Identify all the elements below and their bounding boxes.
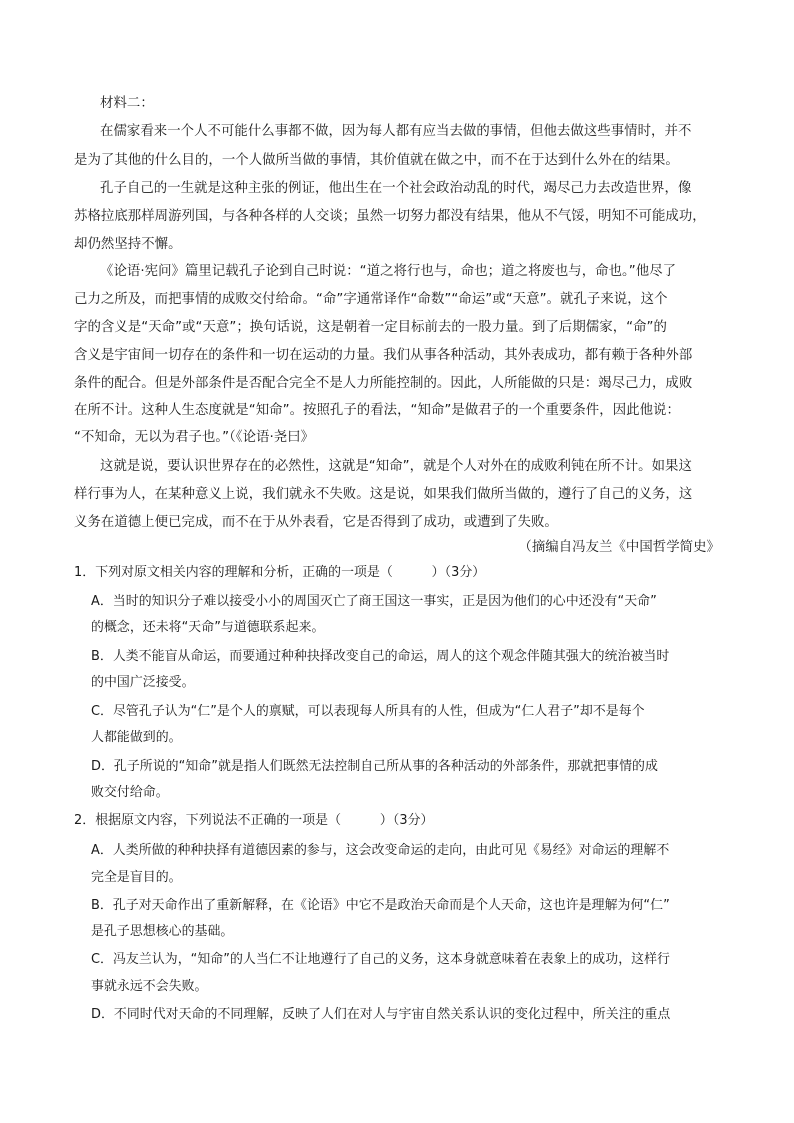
passage-line: 样行事为人，在某种意义上说，我们就永不失败。这是说，如果我们做所当做的，遵行了自己的义务，这 (74, 487, 693, 502)
option-c: C．尽管孔子认为“仁”是个人的禀赋，可以表现每人所具有的人性，但成为“仁人君子”却不是每个 (91, 704, 645, 719)
option-b: B．孔子对天命作出了重新解释，在《论语》中它不是政治天命而是个人天命，这也许是理解为何“仁” (91, 898, 670, 913)
option-a: A．人类所做的种种抉择有道德因素的参与，这会改变命运的走向，由此可见《易经》对命运的理解不 (91, 843, 670, 858)
passage-line: 这就是说，要认识世界存在的必然性，这就是“知命”，就是个人对外在的成败利钝在所不计。如果这 (100, 459, 692, 474)
passage-line: 在所不计。这种人生态度就是“知命”。按照孔子的看法，“知命”是做君子的一个重要条件，因此他说： (74, 403, 680, 418)
option-a-cont: 完全是盲目的。 (91, 870, 182, 885)
option-b-cont: 的中国广泛接受。 (91, 675, 195, 690)
passage-line: 含义是宇宙间一切存在的条件和一切在运动的力量。我们从事各种活动，其外表成功，都有赖于各种外部 (74, 348, 693, 363)
option-a-cont: 的概念，还未将“天命”与道德联系起来。 (91, 620, 325, 635)
passage-line: 却仍然坚持不懈。 (74, 237, 182, 252)
option-b: B．人类不能盲从命运，而要通过种种抉择改变自己的命运，周人的这个观念伴随其强大的统治被当时 (91, 649, 670, 664)
material-heading: 材料二： (100, 96, 154, 111)
passage-line: 苏格拉底那样周游列国，与各种各样的人交谈；虽然一切努力都没有结果，他从不气馁，明知不可能成功， (74, 209, 706, 224)
passage-line: 孔子自己的一生就是这种主张的例证，他出生在一个社会政治动乱的时代，竭尽己力去改造世界，像 (100, 181, 692, 196)
option-c-cont: 人都能做到的。 (91, 730, 182, 745)
question-stem: 2．根据原文内容，下列说法不正确的一项是（ ）（3分） (74, 813, 434, 828)
option-c-cont: 事就永远不会失败。 (91, 979, 208, 994)
option-a: A．当时的知识分子难以接受小小的周国灭亡了商王国这一事实，正是因为他们的心中还没有“天命” (91, 594, 657, 609)
passage-line: 己力之所及，而把事情的成败交付给命。“命”字通常译作“命数”“命运”或“天意”。就孔子来说，这个 (74, 292, 668, 307)
passage-line: 是为了其他的什么目的，一个人做所当做的事情，其价值就在做之中，而不在于达到什么外在的结果。 (74, 153, 679, 168)
passage-line: 在儒家看来一个人不可能什么事都不做，因为每人都有应当去做的事情，但他去做这些事情时，并不 (100, 124, 692, 139)
question-stem: 1．下列对原文相关内容的理解和分析，正确的一项是（ ）（3分） (74, 565, 486, 580)
option-d: D．孔子所说的“知命”就是指人们既然无法控制自己所从事的各种活动的外部条件，那就把事情的成 (91, 759, 658, 774)
passage-line: 字的含义是“天命”或“天意”；换句话说，这是朝着一定目标前去的一股力量。到了后期儒家，“命”的 (74, 320, 667, 335)
option-d: D．不同时代对天命的不同理解，反映了人们在对人与宇宙自然关系认识的变化过程中，所关注的重点 (91, 1007, 671, 1022)
passage-line: 义务在道德上便已完成，而不在于从外表看，它是否得到了成功，或遭到了失败。 (74, 515, 558, 530)
passage-line: “不知命，无以为君子也。”（《论语·尧曰》 (74, 430, 315, 445)
passage-line: 条件的配合。但是外部条件是否配合完全不是人力所能控制的。因此，人所能做的只是：竭尽己力，成败 (74, 376, 693, 391)
option-c: C．冯友兰认为，“知命”的人当仁不让地遵行了自己的义务，这本身就意味着在表象上的成功，这样行 (91, 952, 670, 967)
option-b-cont: 是孔子思想核心的基础。 (91, 924, 234, 939)
source-citation: （摘编自冯友兰《中国哲学简史》 (518, 540, 720, 555)
passage-line: 《论语·宪问》篇里记载孔子论到自己时说：“道之将行也与，命也；道之将废也与，命也。”他尽了 (100, 264, 677, 279)
option-d-cont: 败交付给命。 (91, 785, 169, 800)
